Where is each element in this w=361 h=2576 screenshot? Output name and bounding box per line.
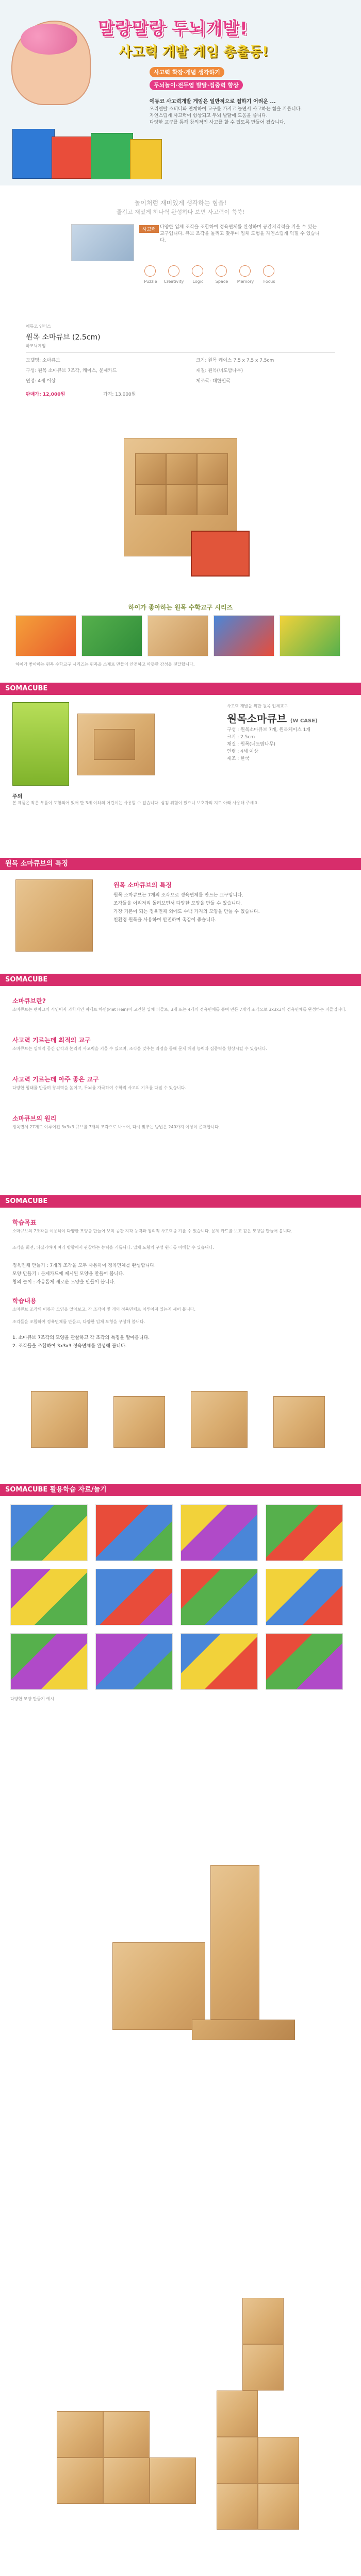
space-icon: [216, 265, 227, 277]
photo-cube-shapes: [0, 2287, 361, 2576]
spec-row-1: 모델명: 소마큐브: [26, 358, 60, 363]
cube-stack-left-5: [150, 2458, 196, 2504]
learning-title-1: 학습목표: [12, 1219, 37, 1226]
cube-stack-left-3: [57, 2458, 103, 2504]
about-title-3: 사고력 기르는데 아주 좋은 교구: [12, 1076, 99, 1083]
features-section: [0, 858, 361, 971]
tower-right-1: [242, 2298, 284, 2344]
activity-card-2: [95, 1504, 173, 1561]
icon-label-3: Logic: [192, 279, 204, 284]
activity-card-6: [95, 1569, 173, 1625]
learning-bullet-3: 창의 놀이 : 자유롭게 새로운 모양을 만들어 봅니다.: [12, 1280, 116, 1285]
spec-row-6: 제조국: 대한민국: [196, 379, 231, 384]
info-divider: [26, 352, 335, 353]
product-box-1: [12, 129, 55, 179]
activity-card-7: [180, 1569, 258, 1625]
price-note: 가격: 13,000원: [103, 392, 136, 397]
hero-tag-2: 두뇌놀이·전두엽 발달·집중력 향상: [150, 80, 243, 90]
series-thumb-4[interactable]: [214, 615, 274, 656]
somacube-spec-3: 재질 : 원목(너도밤나무): [227, 742, 276, 747]
activity-note: 다양한 모양 만들기 예시: [10, 1697, 54, 1701]
hero-subtitle: 사고력 개발 게임 총출동!: [119, 44, 269, 60]
tower-right-3: [217, 2391, 258, 2437]
learning-step-1: 1. 소마큐브 7조각의 모양을 관찰하고 각 조각의 특징을 알아봅니다.: [12, 1335, 150, 1341]
price-label: 판매가: 12,000원: [26, 392, 65, 397]
about-paragraph-1: 소마큐브는 덴마크의 시인이자 과학자인 피에트 하인(Piet Hein)이 고안한 입체 퍼즐로, 3개 또는 4개의 정육면체를 붙여 만든 7개의 조각으로 3x3x3의 정육면체를 완성하는 퍼즐입니다.: [12, 1007, 347, 1012]
piece-example-2: [113, 1396, 165, 1448]
note-title: 주의: [12, 794, 23, 800]
learning-bullet-2: 모양 만들기 : 문제카드에 제시된 모양을 만들어 봅니다.: [12, 1272, 125, 1277]
learning-paragraph-4: 조각들을 조합하여 정육면체를 만들고, 다양한 입체 도형을 구성해 봅니다.: [12, 1319, 145, 1324]
product-box-4: [130, 139, 162, 179]
series-thumb-2[interactable]: [81, 615, 142, 656]
about-paragraph-4: 정육면체 27개로 이루어진 3x3x3 큐브를 7개의 조각으로 나누어, 다시 맞추는 방법은 240가지 이상이 존재합니다.: [12, 1125, 220, 1129]
series-caption: 하이가 좋아하는 원목 수학교구 시리즈는 원목을 소재로 만들어 안전하고 따뜻한 감성을 전달합니다.: [15, 662, 195, 667]
series-thumb-5[interactable]: [280, 615, 340, 656]
product-name: 원목 소마큐브 (2.5cm): [26, 333, 101, 342]
activity-card-5: [10, 1569, 88, 1625]
about-title-1: 소마큐브란?: [12, 997, 46, 1005]
feature-cube-image: [15, 879, 93, 952]
cube-stack-left-2: [103, 2411, 150, 2458]
tower-right-5: [258, 2437, 299, 2483]
pieces-section: [0, 1381, 361, 1484]
about-title-4: 소마큐브의 원리: [12, 1115, 57, 1122]
learning-paragraph-3: 소마큐브 조각의 이름과 모양을 알아보고, 각 조각이 몇 개의 정육면체로 이루어져 있는지 세어 봅니다.: [12, 1307, 195, 1312]
about-paragraph-2: 소마큐브는 입체적 공간 감각과 논리적 사고력을 키울 수 있으며, 조각을 맞추는 과정을 통해 문제 해결 능력과 집중력을 향상시킬 수 있습니다.: [12, 1046, 267, 1051]
problem-card: [191, 531, 250, 577]
focus-icon: [263, 265, 274, 277]
learning-section: [0, 1195, 361, 1381]
hero-desc-3: 자연스럽게 사고력이 향상되고 두뇌 발달에 도움을 줍니다.: [150, 113, 268, 118]
spec-row-4: 재질: 원목(너도밤나무): [196, 368, 243, 374]
icon-label-2: Creativity: [163, 279, 184, 284]
section-band-somacube: SOMACUBE: [0, 683, 361, 695]
cube-block-4: [135, 484, 166, 515]
somacube-spec-5: 제조 : 한국: [227, 756, 250, 761]
cube-block-2: [166, 453, 197, 484]
memory-icon: [239, 265, 251, 277]
brain-icon: [21, 24, 77, 55]
icon-label-6: Focus: [263, 279, 275, 284]
about-title-2: 사고력 기르는데 최적의 교구: [12, 1037, 91, 1044]
product-line: 하모닉게임: [26, 344, 46, 348]
activity-card-1: [10, 1504, 88, 1561]
feature-line-2: 조각들을 이리저리 돌려보면서 다양한 모양을 만들 수 있습니다.: [113, 901, 242, 906]
somacube-title-text: 원목소마큐브: [227, 713, 287, 725]
section-band-activity: SOMACUBE 활용학습 자료/놀기: [0, 1484, 361, 1496]
feature-line-4: 친환경 원목을 사용하여 안전하며 촉감이 좋습니다.: [113, 918, 217, 923]
somacube-spec-4: 연령 : 4세 이상: [227, 749, 258, 754]
section-band-about: SOMACUBE: [0, 974, 361, 986]
about-paragraph-3: 다양한 형태를 만들며 창의력을 높이고, 두뇌를 자극하여 수학적 사고의 기초를 다질 수 있습니다.: [12, 1086, 186, 1090]
cube-stack-left-4: [103, 2458, 150, 2504]
feature-line-3: 가장 기본이 되는 정육면체 외에도 수백 가지의 모양을 만들 수 있습니다.: [113, 909, 260, 914]
activity-card-8: [266, 1569, 343, 1625]
hero-banner: [0, 0, 361, 185]
activity-card-9: [10, 1633, 88, 1690]
somacube-head-section: [0, 683, 361, 858]
piece-example-4: [273, 1396, 325, 1448]
case-box-open: [112, 1942, 205, 2030]
somacube-spec-1: 구성 : 원목소마큐브 7개, 원목케이스 1개: [227, 727, 311, 733]
tower-right-4: [217, 2437, 258, 2483]
cube-block-6: [197, 484, 228, 515]
series-title: 하이가 좋아하는 원목 수학교구 시리즈: [128, 604, 233, 611]
lightbulb-icon: [168, 265, 179, 277]
intro-section: [0, 188, 361, 312]
intro-badge: 사고력: [139, 225, 159, 233]
learning-paragraph-2: 조각을 회전, 뒤집기하며 여러 방향에서 관찰하는 능력을 기릅니다. 입체 도형의 구성 원리를 이해할 수 있습니다.: [12, 1245, 214, 1250]
icon-label-4: Space: [215, 279, 228, 284]
feature-line-1: 원목 소마큐브는 7개의 조각으로 정육면체를 만드는 교구입니다.: [113, 893, 243, 898]
activity-section: [0, 1484, 361, 1721]
logic-icon: [192, 265, 203, 277]
spec-row-3: 구성: 원목 소마큐브 7조각, 케이스, 문제카드: [26, 368, 117, 374]
package-box: [12, 702, 69, 786]
hero-desc-4: 다양한 교구를 통해 창의적인 사고를 할 수 있도록 만들어 졌습니다.: [150, 120, 286, 125]
photo-wooden-case-stack: [0, 1865, 361, 2154]
activity-card-10: [95, 1633, 173, 1690]
learning-bullet-1: 정육면체 만들기 : 7개의 조각을 모두 사용하여 정육면체를 완성합니다.: [12, 1263, 156, 1268]
somacube-small-title: 사고력 개발을 위한 원목 입체교구: [227, 704, 288, 708]
case-lid: [192, 2020, 295, 2040]
puzzle-icon: [144, 265, 156, 277]
tower-right-2: [242, 2344, 284, 2391]
features-title: 원목 소마큐브의 특징: [113, 882, 172, 889]
activity-card-11: [180, 1633, 258, 1690]
icon-label-1: Puzzle: [144, 279, 157, 284]
product-box-2: [52, 137, 94, 179]
somacube-title: [227, 710, 318, 725]
intro-line-1: 놀이처럼 재미있게 생각하는 힘을!: [134, 199, 227, 207]
series-thumb-3[interactable]: [147, 615, 208, 656]
piece-example-1: [31, 1391, 88, 1448]
note-text: 본 제품은 작은 부품이 포함되어 있어 만 3세 이하의 어린이는 사용할 수 없습니다. 삼킴 위험이 있으니 보호자의 지도 아래 사용해 주세요.: [12, 801, 259, 805]
hero-desc-1: 에듀코 사고력개발 게임은 일반적으로 접하기 어려운 ...: [150, 99, 276, 105]
intro-image: [71, 224, 134, 261]
icon-label-5: Memory: [237, 279, 254, 284]
learning-step-2: 2. 조각들을 조합하여 3x3x3 정육면체를 완성해 봅니다.: [12, 1344, 127, 1349]
product-info-section: [0, 314, 361, 422]
cube-stack-left-1: [57, 2411, 103, 2458]
spec-row-5: 연령: 4세 이상: [26, 379, 56, 384]
learning-title-2: 학습내용: [12, 1297, 37, 1304]
section-band-features: 원목 소마큐브의 특징: [0, 858, 361, 870]
learning-paragraph-1: 소마큐브의 7조각을 이용하여 다양한 모양을 만들어 보며 공간 지각 능력과 창의적 사고력을 기를 수 있습니다. 문제 카드를 보고 같은 모양을 만들어 봅니다.: [12, 1229, 292, 1233]
cube-block-5: [166, 484, 197, 515]
intro-text: 다양한 입체 조각을 조합하여 정육면체를 완성하며 공간지각력을 키울 수 있는 교구입니다. 큐브 조각을 돌리고 맞추며 입체 도형을 자연스럽게 익힐 수 있습니다.: [160, 225, 320, 243]
somacube-title-small: (W CASE): [290, 718, 318, 724]
activity-card-12: [266, 1633, 343, 1690]
cube-assembly-2: [94, 729, 135, 760]
somacube-spec-2: 크기 : 2.5cm: [227, 735, 255, 740]
activity-card-3: [180, 1504, 258, 1561]
hero-desc-2: 오리엔탈 스터디와 연계하여 교구를 가지고 놀면서 사고하는 힘을 기릅니다.: [150, 107, 302, 112]
product-box-3: [91, 133, 133, 179]
series-section: [0, 598, 361, 680]
series-thumb-1[interactable]: [15, 615, 76, 656]
tower-right-6: [217, 2483, 258, 2530]
piece-example-3: [191, 1391, 248, 1448]
section-band-learning: SOMACUBE: [0, 1195, 361, 1208]
product-brand: 에듀코 인터스: [26, 324, 51, 329]
spec-row-2: 크기: 원목 케이스 7.5 x 7.5 x 7.5cm: [196, 358, 274, 363]
hero-tag-1: 사고력 확장·개념 생각하기: [150, 67, 224, 77]
main-product-photo: [0, 422, 361, 592]
intro-line-2: 즐겁고 재밌게 하나씩 완성하다 보면 사고력이 쑥쑥!: [116, 209, 245, 215]
cube-block-1: [135, 453, 166, 484]
tower-right-7: [258, 2483, 299, 2530]
cube-tower: [210, 1865, 259, 2020]
about-section: [0, 974, 361, 1195]
activity-card-4: [266, 1504, 343, 1561]
hero-title: 말랑말랑 두뇌개발!: [98, 19, 248, 39]
cube-block-3: [197, 453, 228, 484]
